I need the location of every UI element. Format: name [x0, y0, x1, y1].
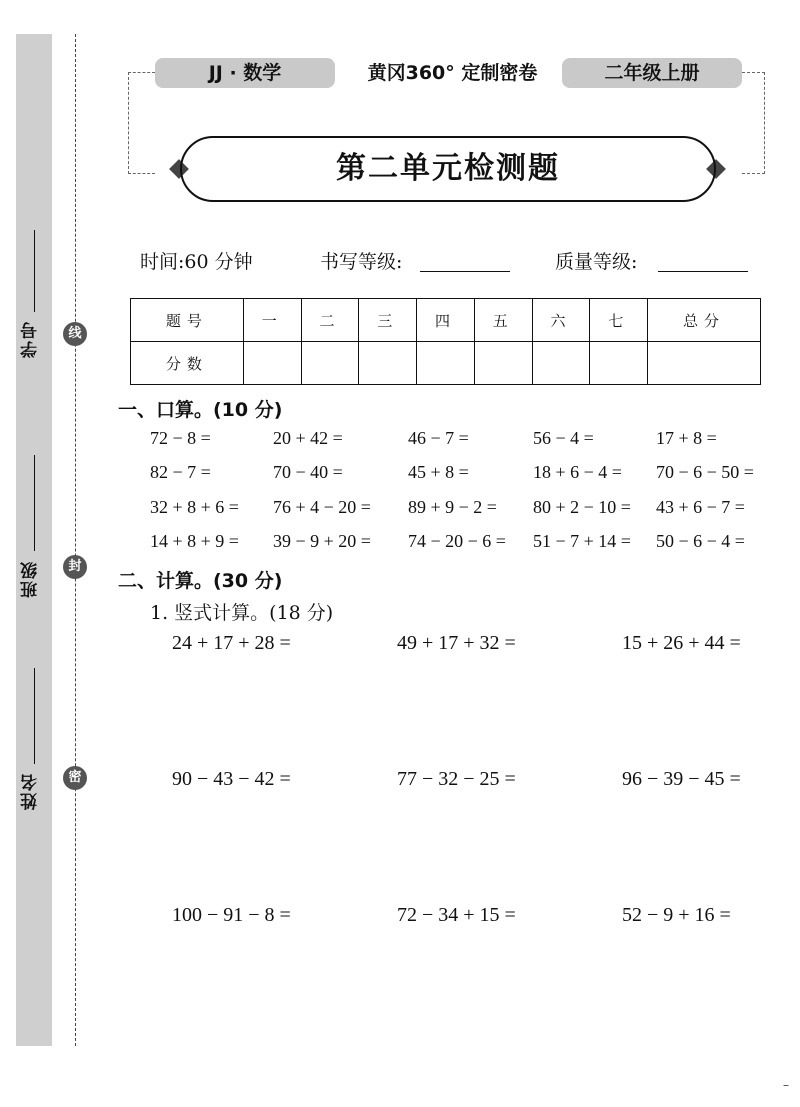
oral-problem: 56 − 4 =	[533, 428, 594, 448]
score-col-1: 一	[243, 299, 301, 342]
oral-problem: 18 + 6 − 4 =	[533, 462, 622, 482]
oral-problem: 46 − 7 =	[408, 428, 469, 448]
score-cell[interactable]	[648, 342, 761, 385]
score-col-4: 四	[417, 299, 475, 342]
oral-problem: 50 − 6 − 4 =	[656, 531, 745, 551]
oral-problem: 70 − 6 − 50 =	[656, 462, 754, 482]
oral-problem: 17 + 8 =	[656, 428, 717, 448]
page-title: 第二单元检测题	[180, 136, 716, 202]
oral-problem: 74 − 20 − 6 =	[408, 531, 506, 551]
quality-grade-label: 质量等级:	[555, 251, 638, 273]
score-cell[interactable]	[243, 342, 301, 385]
oral-problem: 51 − 7 + 14 =	[533, 531, 631, 551]
subject-tag: JJ · 数学	[155, 58, 335, 88]
score-cell[interactable]	[590, 342, 648, 385]
oral-problem: 43 + 6 − 7 =	[656, 497, 745, 517]
time-limit: 时间:60 分钟	[140, 251, 253, 273]
score-table	[130, 298, 761, 385]
score-cell[interactable]	[301, 342, 359, 385]
seal-seal-mark: 封	[63, 555, 87, 579]
score-col-7: 七	[590, 299, 648, 342]
page-corner-mark: –	[783, 1078, 789, 1092]
oral-problem: 72 − 8 =	[150, 428, 211, 448]
oral-problem: 80 + 2 − 10 =	[533, 497, 631, 517]
oral-problem: 39 − 9 + 20 =	[273, 531, 371, 551]
oral-problem: 45 + 8 =	[408, 462, 469, 482]
vertical-calc-problem: 72 − 34 + 15 =	[397, 904, 516, 926]
score-cell[interactable]	[532, 342, 590, 385]
class-label: 班级	[21, 560, 41, 598]
vertical-calc-problem: 96 − 39 − 45 =	[622, 768, 741, 790]
oral-problem: 14 + 8 + 9 =	[150, 531, 239, 551]
vertical-calc-problem: 24 + 17 + 28 =	[172, 632, 291, 654]
fold-dashed-line	[75, 34, 76, 1046]
vertical-calc-problem: 15 + 26 + 44 =	[622, 632, 741, 654]
student-number-field[interactable]	[34, 230, 35, 312]
grade-tag: 二年级上册	[562, 58, 742, 88]
class-field[interactable]	[34, 455, 35, 551]
oral-problem: 70 − 40 =	[273, 462, 343, 482]
score-header-label: 题号	[131, 299, 244, 342]
seal-secret-mark: 密	[63, 766, 87, 790]
score-col-total: 总分	[648, 299, 761, 342]
score-col-6: 六	[532, 299, 590, 342]
writing-grade-field[interactable]	[420, 271, 510, 272]
vertical-calc-title: 1. 竖式计算。(18 分)	[150, 602, 334, 624]
name-field[interactable]	[34, 668, 35, 764]
quality-grade-field[interactable]	[658, 271, 748, 272]
header-frame-right	[742, 72, 765, 174]
section2-title: 二、计算。(30 分)	[118, 570, 283, 592]
vertical-calc-problem: 52 − 9 + 16 =	[622, 904, 731, 926]
series-title: 黄冈360° 定制密卷	[367, 62, 538, 84]
score-col-3: 三	[359, 299, 417, 342]
oral-problem: 82 − 7 =	[150, 462, 211, 482]
vertical-calc-problem: 77 − 32 − 25 =	[397, 768, 516, 790]
score-col-2: 二	[301, 299, 359, 342]
oral-problem: 32 + 8 + 6 =	[150, 497, 239, 517]
name-label: 姓名	[21, 772, 41, 810]
oral-problem: 76 + 4 − 20 =	[273, 497, 371, 517]
info-row	[140, 247, 760, 275]
vertical-calc-problem: 49 + 17 + 32 =	[397, 632, 516, 654]
score-table-value-row	[131, 342, 761, 385]
oral-problem: 20 + 42 =	[273, 428, 343, 448]
score-col-5: 五	[474, 299, 532, 342]
section1-title: 一、口算。(10 分)	[118, 399, 283, 421]
vertical-calc-problem: 100 − 91 − 8 =	[172, 904, 291, 926]
score-table-header-row	[131, 299, 761, 342]
header-frame-left	[128, 72, 155, 174]
writing-grade-label: 书写等级:	[320, 251, 403, 273]
oral-problem: 89 + 9 − 2 =	[408, 497, 497, 517]
score-cell[interactable]	[359, 342, 417, 385]
score-cell[interactable]	[417, 342, 475, 385]
vertical-calc-problem: 90 − 43 − 42 =	[172, 768, 291, 790]
student-number-label: 学号	[21, 320, 41, 358]
seal-line-mark: 线	[63, 322, 87, 346]
score-cell[interactable]	[474, 342, 532, 385]
score-row-label: 分数	[131, 342, 244, 385]
